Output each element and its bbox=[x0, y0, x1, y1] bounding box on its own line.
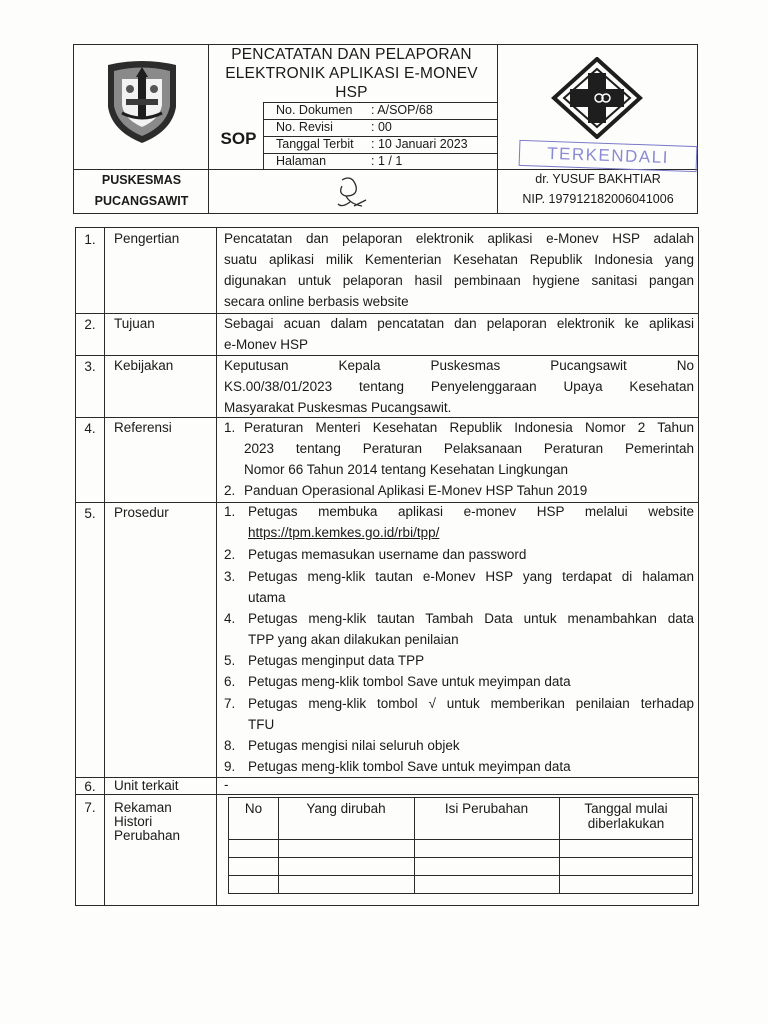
text-line: secara online berbasis website bbox=[224, 294, 409, 309]
text-line: TPP yang akan dilakukan penilaian bbox=[248, 632, 459, 647]
meta-value: : 10 Januari 2023 bbox=[371, 137, 468, 151]
text-line: Petugas meng-klik tautan e-Monev HSP yang terdapat di halaman bbox=[248, 569, 694, 584]
section-label-prosedur: Prosedur bbox=[114, 505, 169, 520]
label-line: Rekaman bbox=[114, 800, 172, 815]
meta-key: Tanggal Terbit bbox=[276, 137, 354, 151]
meta-value: : 00 bbox=[371, 120, 392, 134]
regency-emblem-logo bbox=[102, 59, 182, 145]
website-link[interactable]: https://tpm.kemkes.go.id/rbi/tpp/ bbox=[248, 525, 440, 540]
text-line: Petugas memasukan username dan password bbox=[248, 547, 527, 562]
sop-header-table bbox=[73, 44, 698, 214]
section-number: 4. bbox=[84, 421, 96, 436]
list-number: 3. bbox=[224, 569, 236, 584]
section-number: 6. bbox=[84, 779, 96, 794]
text-line: TFU bbox=[248, 717, 275, 732]
meta-key: Halaman bbox=[276, 154, 327, 168]
document-title bbox=[209, 45, 494, 102]
text-line: e-Monev HSP bbox=[224, 337, 309, 352]
list-number: 1. bbox=[224, 420, 236, 435]
text-line: Petugas mengisi nilai seluruh objek bbox=[248, 738, 460, 753]
title-line: ELEKTRONIK APLIKASI E-MONEV bbox=[225, 65, 478, 82]
text-line: Pencatatan dan pelaporan elektronik aplikasi e-Monev HSP adalah bbox=[224, 231, 694, 246]
label-line: Histori bbox=[114, 814, 153, 829]
text-line: Masyarakat Puskesmas Pucangsawit. bbox=[224, 400, 452, 415]
section-label-referensi: Referensi bbox=[114, 420, 172, 435]
text-line: Petugas meng-klik tombol √ untuk memberikan penilaian terhadap bbox=[248, 696, 694, 711]
text-line: - bbox=[224, 777, 229, 792]
change-history-table bbox=[228, 797, 693, 894]
meta-key: No. Revisi bbox=[276, 120, 333, 134]
section-number: 7. bbox=[84, 800, 96, 815]
meta-value: : A/SOP/68 bbox=[371, 103, 433, 117]
section-number: 2. bbox=[84, 317, 96, 332]
organization-name: PUSKESMAS bbox=[101, 173, 182, 187]
text-line: 2023 tentang Peraturan Pelaksanaan Peraturan Pemerintah bbox=[244, 441, 694, 456]
list-number: 8. bbox=[224, 738, 236, 753]
list-number: 1. bbox=[224, 504, 236, 519]
label-line: Perubahan bbox=[114, 828, 181, 843]
health-ministry-logo bbox=[550, 57, 644, 139]
sop-content-table bbox=[75, 227, 699, 906]
meta-key: No. Dokumen bbox=[276, 103, 353, 117]
text-line: Petugas meng-klik tombol Save untuk meyimpan data bbox=[248, 759, 571, 774]
text-line: Petugas meng-klik tautan Tambah Data untuk menambahkan data bbox=[248, 611, 694, 626]
text-line: Petugas meng-klik tombol Save untuk meyimpan data bbox=[248, 674, 571, 689]
text-line: Petugas menginput data TPP bbox=[248, 653, 425, 668]
meta-value: : 1 / 1 bbox=[371, 154, 403, 168]
text-line: Keputusan Kepala Puskesmas Pucangsawit No bbox=[224, 358, 694, 373]
meta-row-revision bbox=[264, 119, 494, 136]
list-number: 2. bbox=[224, 483, 236, 498]
section-label-pengertian: Pengertian bbox=[114, 231, 180, 246]
text-line: Nomor 66 Tahun 2014 tentang Kesehatan Lingkungan bbox=[244, 462, 569, 477]
list-number: 7. bbox=[224, 696, 236, 711]
title-line: PENCATATAN DAN PELAPORAN bbox=[231, 46, 472, 63]
list-number: 6. bbox=[224, 674, 236, 689]
signer-nip: NIP. 197912182006041006 bbox=[522, 192, 674, 206]
sop-label: SOP bbox=[220, 129, 257, 148]
title-line: HSP bbox=[335, 84, 368, 101]
signature-icon bbox=[332, 176, 372, 212]
meta-row-issue-date bbox=[264, 136, 494, 153]
section-label-kebijakan: Kebijakan bbox=[114, 358, 174, 373]
text-line: KS.00/38/01/2023 tentang Penyelenggaraan Upaya Kesehatan bbox=[224, 379, 694, 394]
section-number: 5. bbox=[84, 506, 96, 521]
text-line: Panduan Operasional Aplikasi E-Monev HSP Tahun 2019 bbox=[244, 483, 588, 498]
list-number: 5. bbox=[224, 653, 236, 668]
text-line: Petugas membuka aplikasi e-monev HSP melalui website bbox=[248, 504, 694, 519]
section-label-unit-terkait: Unit terkait bbox=[114, 778, 179, 793]
text-line: utama bbox=[248, 590, 286, 605]
text-line: suatu aplikasi milik Kementerian Kesehatan Republik Indonesia yang bbox=[224, 252, 694, 267]
column-header-yang-dirubah: Yang dirubah bbox=[306, 801, 386, 816]
list-number: 9. bbox=[224, 759, 236, 774]
text-line: Peraturan Menteri Kesehatan Republik Indonesia Nomor 2 Tahun bbox=[244, 420, 694, 435]
column-header-tanggal-mulai: Tanggal mulai diberlakukan bbox=[584, 801, 668, 831]
column-header-isi-perubahan: Isi Perubahan bbox=[444, 801, 529, 816]
section-number: 3. bbox=[84, 359, 96, 374]
meta-row-document-number bbox=[264, 102, 494, 119]
organization-location: PUCANGSAWIT bbox=[94, 194, 189, 208]
meta-row-page bbox=[264, 153, 494, 170]
text-line: digunakan untuk pelaporan hasil pembinaan hygiene sanitasi pangan bbox=[224, 273, 694, 288]
controlled-stamp: TERKENDALI bbox=[519, 140, 698, 172]
list-number: 2. bbox=[224, 547, 236, 562]
signer-name: dr. YUSUF BAKHTIAR bbox=[535, 172, 661, 186]
list-number: 4. bbox=[224, 611, 236, 626]
section-label-tujuan: Tujuan bbox=[114, 316, 155, 331]
section-number: 1. bbox=[84, 232, 96, 247]
column-header-no: No bbox=[244, 801, 263, 816]
text-line: Sebagai acuan dalam pencatatan dan pelaporan elektronik ke aplikasi bbox=[224, 316, 694, 331]
section-label-rekaman-histori bbox=[114, 801, 180, 843]
